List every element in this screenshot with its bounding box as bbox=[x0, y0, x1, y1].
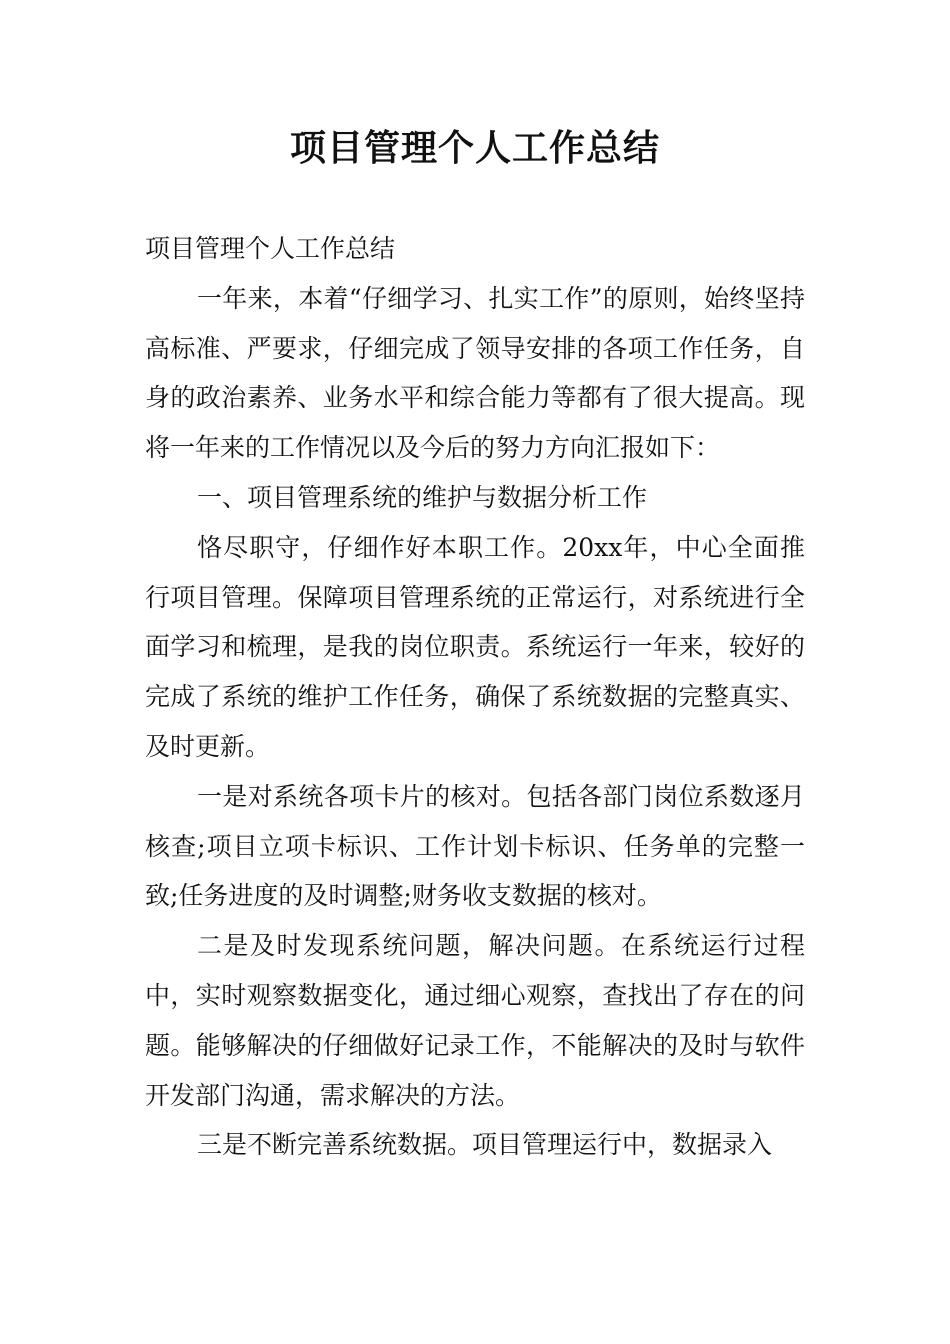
document-body bbox=[145, 224, 805, 1170]
paragraph-duties: 恪尽职守，仔细作好本职工作。20xx年，中心全面推行项目管理。保障项目管理系统的正常运行，对系统进行全面学习和梳理，是我的岗位职责。系统运行一年来，较好的完成了系统的维护工作任务，确保了系统数据的完整真实、及时更新。 bbox=[145, 532, 805, 761]
paragraph-subtitle: 项目管理个人工作总结 bbox=[145, 234, 396, 263]
paragraph-intro: 一年来，本着“仔细学习、扎实工作”的原则，始终坚持高标准、严要求，仔细完成了领导安排的各项工作任务，自身的政治素养、业务水平和综合能力等都有了很大提高。现将一年来的工作情况以及今后的努力方向汇报如下： bbox=[145, 283, 805, 463]
paragraph-point-3: 三是不断完善系统数据。项目管理运行中，数据录入 bbox=[197, 1130, 773, 1160]
section-heading-1: 一、项目管理系统的维护与数据分析工作 bbox=[197, 482, 648, 512]
paragraph-point-1: 一是对系统各项卡片的核对。包括各部门岗位系数逐月核查;项目立项卡标识、工作计划卡标识、任务单的完整一致;任务进度的及时调整;财务收支数据的核对。 bbox=[145, 781, 805, 911]
paragraph-point-2: 二是及时发现系统问题，解决问题。在系统运行过程中，实时观察数据变化，通过细心观察，查找出了存在的问题。能够解决的仔细做好记录工作，不能解决的及时与软件开发部门沟通，需求解决的方法。 bbox=[145, 931, 805, 1110]
document-title: 项目管理个人工作总结 bbox=[289, 128, 660, 169]
